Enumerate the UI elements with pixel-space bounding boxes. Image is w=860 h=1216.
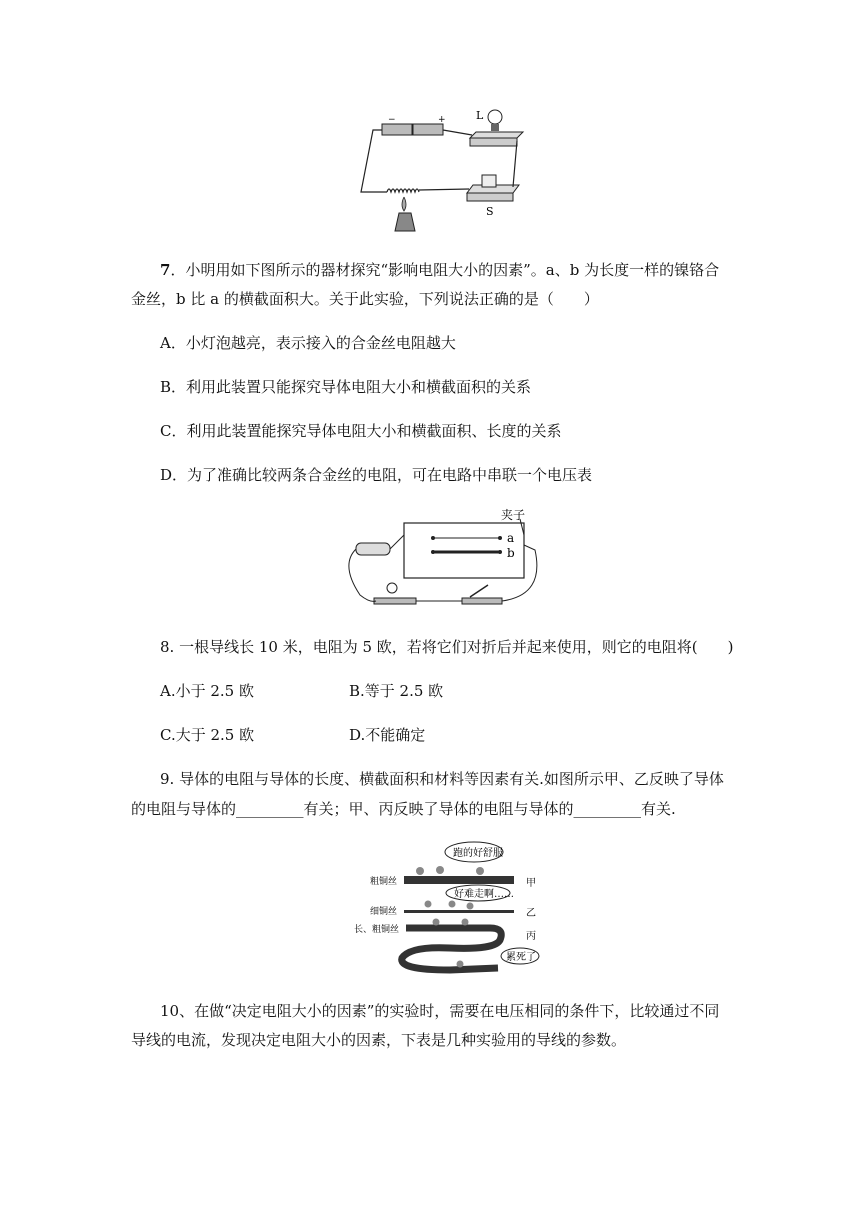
thin-copper-wire	[404, 910, 514, 913]
battery-minus-label: −	[388, 115, 396, 125]
q7-option-b: B．利用此装置只能探究导体电阻大小和横截面积的关系	[160, 378, 532, 396]
long-thick-copper-wire	[402, 928, 502, 970]
bulb-icon	[488, 110, 502, 124]
svg-text:累死了: 累死了	[506, 952, 536, 963]
lamp-board	[470, 132, 523, 138]
q8-option-b: B.等于 2.5 欧	[349, 682, 444, 700]
q8-option-c: C.大于 2.5 欧	[160, 726, 255, 744]
q7-option-a: A．小灯泡越亮，表示接入的合金丝电阻越大	[160, 334, 456, 352]
q7-stem-line2: 金丝，b 比 a 的横截面积大。关于此实验，下列说法正确的是（ ）	[131, 290, 599, 308]
lamp-label: L	[476, 109, 484, 122]
q8-option-d: D.不能确定	[349, 726, 426, 744]
switch-label: S	[486, 205, 494, 218]
wire-a-label: a	[507, 531, 515, 545]
clip-label: 夹子	[501, 508, 526, 522]
battery-1	[382, 124, 412, 135]
thick-copper-wire	[404, 876, 514, 884]
battery-2	[413, 124, 443, 135]
q7-option-d: D．为了准确比较两条合金丝的电阻，可在电路中串联一个电压表	[160, 466, 593, 484]
battery	[356, 543, 390, 555]
q10-line1: 10、在做“决定电阻大小的因素”的实验时，需要在电压相同的条件下，比较通过不同	[160, 1002, 720, 1020]
q7-number: 7	[160, 261, 171, 279]
thick-copper-label: 粗铜丝	[370, 877, 398, 887]
wire-b-label: b	[507, 546, 515, 560]
q10-line2: 导线的电流，发现决定电阻大小的因素，下表是几种实验用的导线的参数。	[131, 1031, 627, 1049]
q7-option-c: C．利用此装置能探究导体电阻大小和横截面积、长度的关系	[160, 422, 562, 440]
long-thick-copper-label: 长、粗铜丝	[354, 925, 400, 935]
q9-stem-line2: 的电阻与导体的_________有关；甲、丙反映了导体的电阻与导体的_________有关.	[131, 800, 676, 818]
wire-comparison-figure	[340, 840, 550, 975]
svg-text:跑的好舒服: 跑的好舒服	[453, 848, 503, 859]
label-jia: 甲	[526, 878, 536, 889]
bulb-icon	[387, 583, 397, 593]
q8-option-a: A.小于 2.5 欧	[160, 682, 254, 700]
circuit-figure-1	[355, 105, 530, 235]
battery-plus-label: +	[438, 115, 446, 125]
q7-stem-line1: 7．小明用如下图所示的器材探究“影响电阻大小的因素”。a、b 为长度一样的镍铬合	[160, 261, 720, 279]
heating-coil	[387, 189, 419, 192]
q8-stem: 8. 一根导线长 10 米，电阻为 5 欧，若将它们对折后并起来使用，则它的电阻将( )	[160, 638, 734, 656]
circuit-figure-2	[340, 505, 550, 613]
svg-text:好难走啊……: 好难走啊……	[454, 889, 514, 900]
switch-base	[462, 598, 502, 604]
label-yi: 乙	[526, 908, 536, 919]
label-bing: 丙	[526, 931, 536, 942]
q9-stem-line1: 9. 导体的电阻与导体的长度、横截面积和材料等因素有关.如图所示甲、乙反映了导体	[160, 770, 724, 788]
thin-copper-label: 细铜丝	[370, 907, 398, 917]
alcohol-lamp-icon	[395, 213, 415, 231]
lamp-base	[374, 598, 416, 604]
